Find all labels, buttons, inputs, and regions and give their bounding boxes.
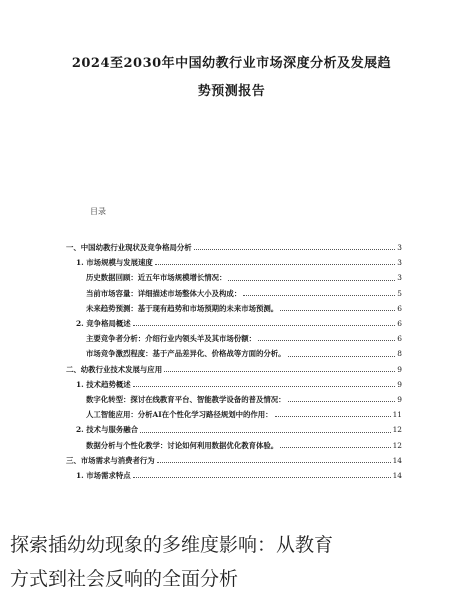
toc-page-number: 6	[397, 334, 402, 344]
toc-entry-text: 当前市场容量：详细描述市场整体大小及构成：	[86, 288, 242, 298]
toc-page-number: 6	[397, 303, 402, 313]
toc-entry	[66, 301, 402, 316]
toc-entry	[66, 438, 402, 453]
toc-page-number: 9	[397, 364, 402, 374]
toc-entry	[66, 362, 402, 377]
toc-dot-leader	[140, 432, 391, 433]
toc-page-number: 3	[397, 258, 402, 268]
toc-entry	[66, 286, 402, 301]
toc-entry-text: 三、市场需求与消费者行为	[66, 455, 155, 465]
toc-entry-text: 市场竞争激烈程度：基于产品差异化、价格战等方面的分析。	[86, 349, 286, 359]
toc-entry-text: 2. 技术与服务融合	[76, 425, 139, 435]
toc-entry-text: 人工智能应用：分析AI在个性化学习路径规划中的作用：	[86, 410, 273, 420]
toc-page-number: 5	[397, 288, 402, 298]
toc-dot-leader	[155, 264, 395, 265]
toc-dot-leader	[133, 325, 396, 326]
toc-entry	[66, 346, 402, 361]
toc-dot-leader	[280, 310, 395, 311]
toc-dot-leader	[228, 280, 395, 281]
title-line-2: 势预测报告	[197, 84, 266, 99]
document-title	[0, 50, 463, 106]
toc-entry-text: 2. 竞争格局概述	[76, 319, 131, 329]
toc-page-number: 12	[392, 425, 402, 435]
toc-page-number: 9	[397, 379, 402, 389]
toc-entry	[66, 331, 402, 346]
toc-page-number: 14	[392, 455, 402, 465]
toc-page-number: 3	[397, 273, 402, 283]
toc-entry	[66, 377, 402, 392]
toc-dot-leader	[275, 416, 391, 417]
caption-text	[10, 528, 455, 596]
toc-entry	[66, 316, 402, 331]
toc-entry	[66, 453, 402, 468]
toc-dot-leader	[288, 356, 396, 357]
table-of-contents	[66, 240, 402, 483]
toc-page-number: 8	[397, 349, 402, 359]
toc-dot-leader	[133, 386, 396, 387]
toc-dot-leader	[243, 295, 395, 296]
toc-entry-text: 一、中国幼教行业现状及竞争格局分析	[66, 243, 192, 252]
toc-page-number: 6	[397, 319, 402, 329]
toc-page-number: 3	[397, 243, 402, 252]
toc-entry	[66, 422, 402, 437]
toc-dot-leader	[133, 477, 391, 478]
toc-entry	[66, 255, 402, 270]
title-line-1: 2024至2030年中国幼教行业市场深度分析及发展趋	[71, 56, 392, 71]
toc-entry-text: 1. 市场规模与发展速度	[76, 258, 153, 268]
caption-line-1: 探索插幼幼现象的多维度影响：从教育	[10, 534, 334, 556]
toc-dot-leader	[164, 371, 395, 372]
toc-entry-text: 1. 市场需求特点	[76, 471, 131, 481]
toc-entry	[66, 392, 402, 407]
toc-entry-text: 1. 技术趋势概述	[76, 379, 131, 389]
toc-entry-text: 历史数据回顾：近五年市场规模增长情况：	[86, 273, 227, 283]
caption-line-2: 方式到社会反响的全面分析	[10, 568, 239, 590]
toc-page-number: 14	[392, 471, 402, 481]
toc-dot-leader	[194, 249, 396, 250]
toc-entry-text: 数据分析与个性化教学：讨论如何利用数据优化教育体验。	[86, 440, 279, 450]
toc-dot-leader	[280, 447, 390, 448]
toc-entry-text: 未来趋势预测：基于现有趋势和市场预期的未来市场预测。	[86, 303, 279, 313]
toc-dot-leader	[157, 462, 391, 463]
toc-entry	[66, 270, 402, 285]
toc-entry-text: 二、幼教行业技术发展与应用	[66, 364, 163, 374]
toc-entry-text: 主要竞争者分析：介绍行业内领头羊及其市场份额：	[86, 334, 256, 344]
toc-entry-text: 数字化转型：探讨在线教育平台、智能教学设备的普及情况：	[86, 395, 286, 405]
toc-entry	[66, 407, 402, 422]
toc-entry	[66, 468, 402, 483]
toc-heading: 目录	[90, 207, 106, 216]
toc-dot-leader	[288, 401, 396, 402]
toc-page-number: 12	[392, 440, 402, 450]
toc-page-number: 9	[397, 395, 402, 405]
toc-page-number: 11	[392, 410, 402, 420]
toc-dot-leader	[258, 340, 395, 341]
toc-entry	[66, 240, 402, 255]
